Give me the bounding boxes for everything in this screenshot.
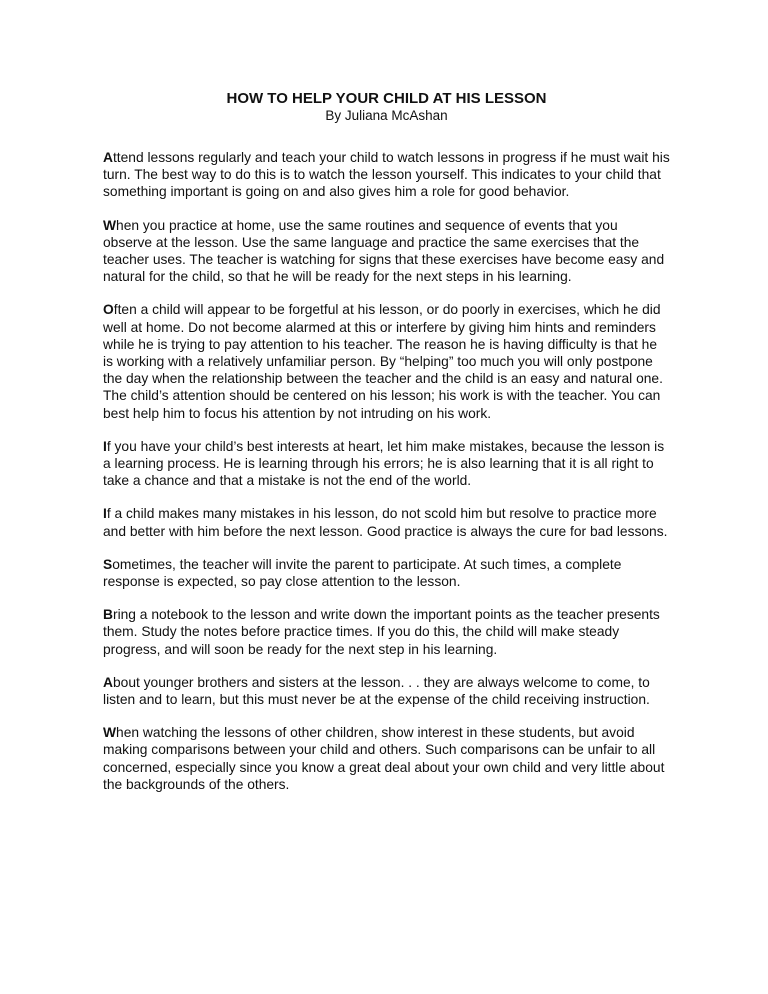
- paragraph: [103, 606, 670, 658]
- paragraph-text: hen watching the lessons of other children, show interest in these students, but avoid making comparisons between your child and others. Such comparisons can be unfair to all concerned, especially since you know a great deal about your own child and very little about the backgrounds of the others.: [103, 725, 665, 792]
- paragraph-lead-letter: O: [103, 302, 114, 318]
- paragraph-text: ften a child will appear to be forgetful at his lesson, or do poorly in exercises, which he did well at home. Do not become alarmed at this or interfere by giving him hints and reminders while he is trying to pay attention to his teacher. The reason he is having difficulty is that he is working with a relatively unfamiliar person. By “helping” too much you will only postpone the day when the relationship between the teacher and the child is an easy and natural one. The child’s attention should be centered on his lesson; his work is with the teacher. You can best help him to focus his attention by not intruding on his work.: [103, 302, 663, 421]
- paragraph: [103, 301, 670, 421]
- paragraph-text: ometimes, the teacher will invite the parent to participate. At such times, a complete response is expected, so pay close attention to the lesson.: [103, 556, 622, 590]
- paragraph-text: f you have your child’s best interests at heart, let him make mistakes, because the lesson is a learning process. He is learning through his errors; he is also learning that it is all right to take a chance and that a mistake is not the end of the world.: [103, 438, 665, 489]
- paragraph-text: hen you practice at home, use the same routines and sequence of events that you observe at the lesson. Use the same language and practice the same exercises that the teacher uses. The teacher is watching for signs that these exercises have become easy and natural for the child, so that he will be ready for the next steps in his learning.: [103, 217, 665, 285]
- paragraph: [103, 438, 670, 490]
- paragraph-text: bout younger brothers and sisters at the lesson. . . they are always welcome to come, to listen and to learn, but this must never be at the expense of the child receiving instruction.: [103, 674, 650, 708]
- paragraph-text: f a child makes many mistakes in his lesson, do not scold him but resolve to practice more and better with him before the next lesson. Good practice is always the cure for bad lessons.: [103, 506, 668, 539]
- paragraph-lead-letter: W: [103, 217, 117, 233]
- paragraph-lead-letter: I: [103, 438, 107, 454]
- paragraph-lead-letter: B: [103, 607, 113, 623]
- paragraph: [103, 505, 670, 539]
- paragraph-text: ring a notebook to the lesson and write down the important points as the teacher presents them. Study the notes before practice times. If you do this, the child will make steady progress, and will soon be ready for the next step in his learning.: [103, 607, 660, 657]
- paragraph-lead-letter: A: [103, 150, 113, 165]
- paragraph: [103, 674, 670, 708]
- paragraph: [103, 217, 670, 286]
- paragraph-lead-letter: S: [103, 556, 113, 572]
- paragraph: [103, 556, 670, 590]
- paragraph-lead-letter: A: [103, 674, 113, 690]
- document-title: HOW TO HELP YOUR CHILD AT HIS LESSON: [226, 90, 547, 107]
- author-byline: By Juliana McAshan: [325, 108, 448, 123]
- paragraph-text: ttend lessons regularly and teach your child to watch lessons in progress if he must wait his turn. The best way to do this is to watch the lesson yourself. This indicates to your child that something important is going on and also gives him a role for good behavior.: [103, 150, 670, 200]
- paragraph-lead-letter: I: [103, 506, 107, 522]
- paragraph: [103, 149, 670, 201]
- paragraph-lead-letter: W: [103, 725, 117, 741]
- paragraph: [103, 724, 670, 793]
